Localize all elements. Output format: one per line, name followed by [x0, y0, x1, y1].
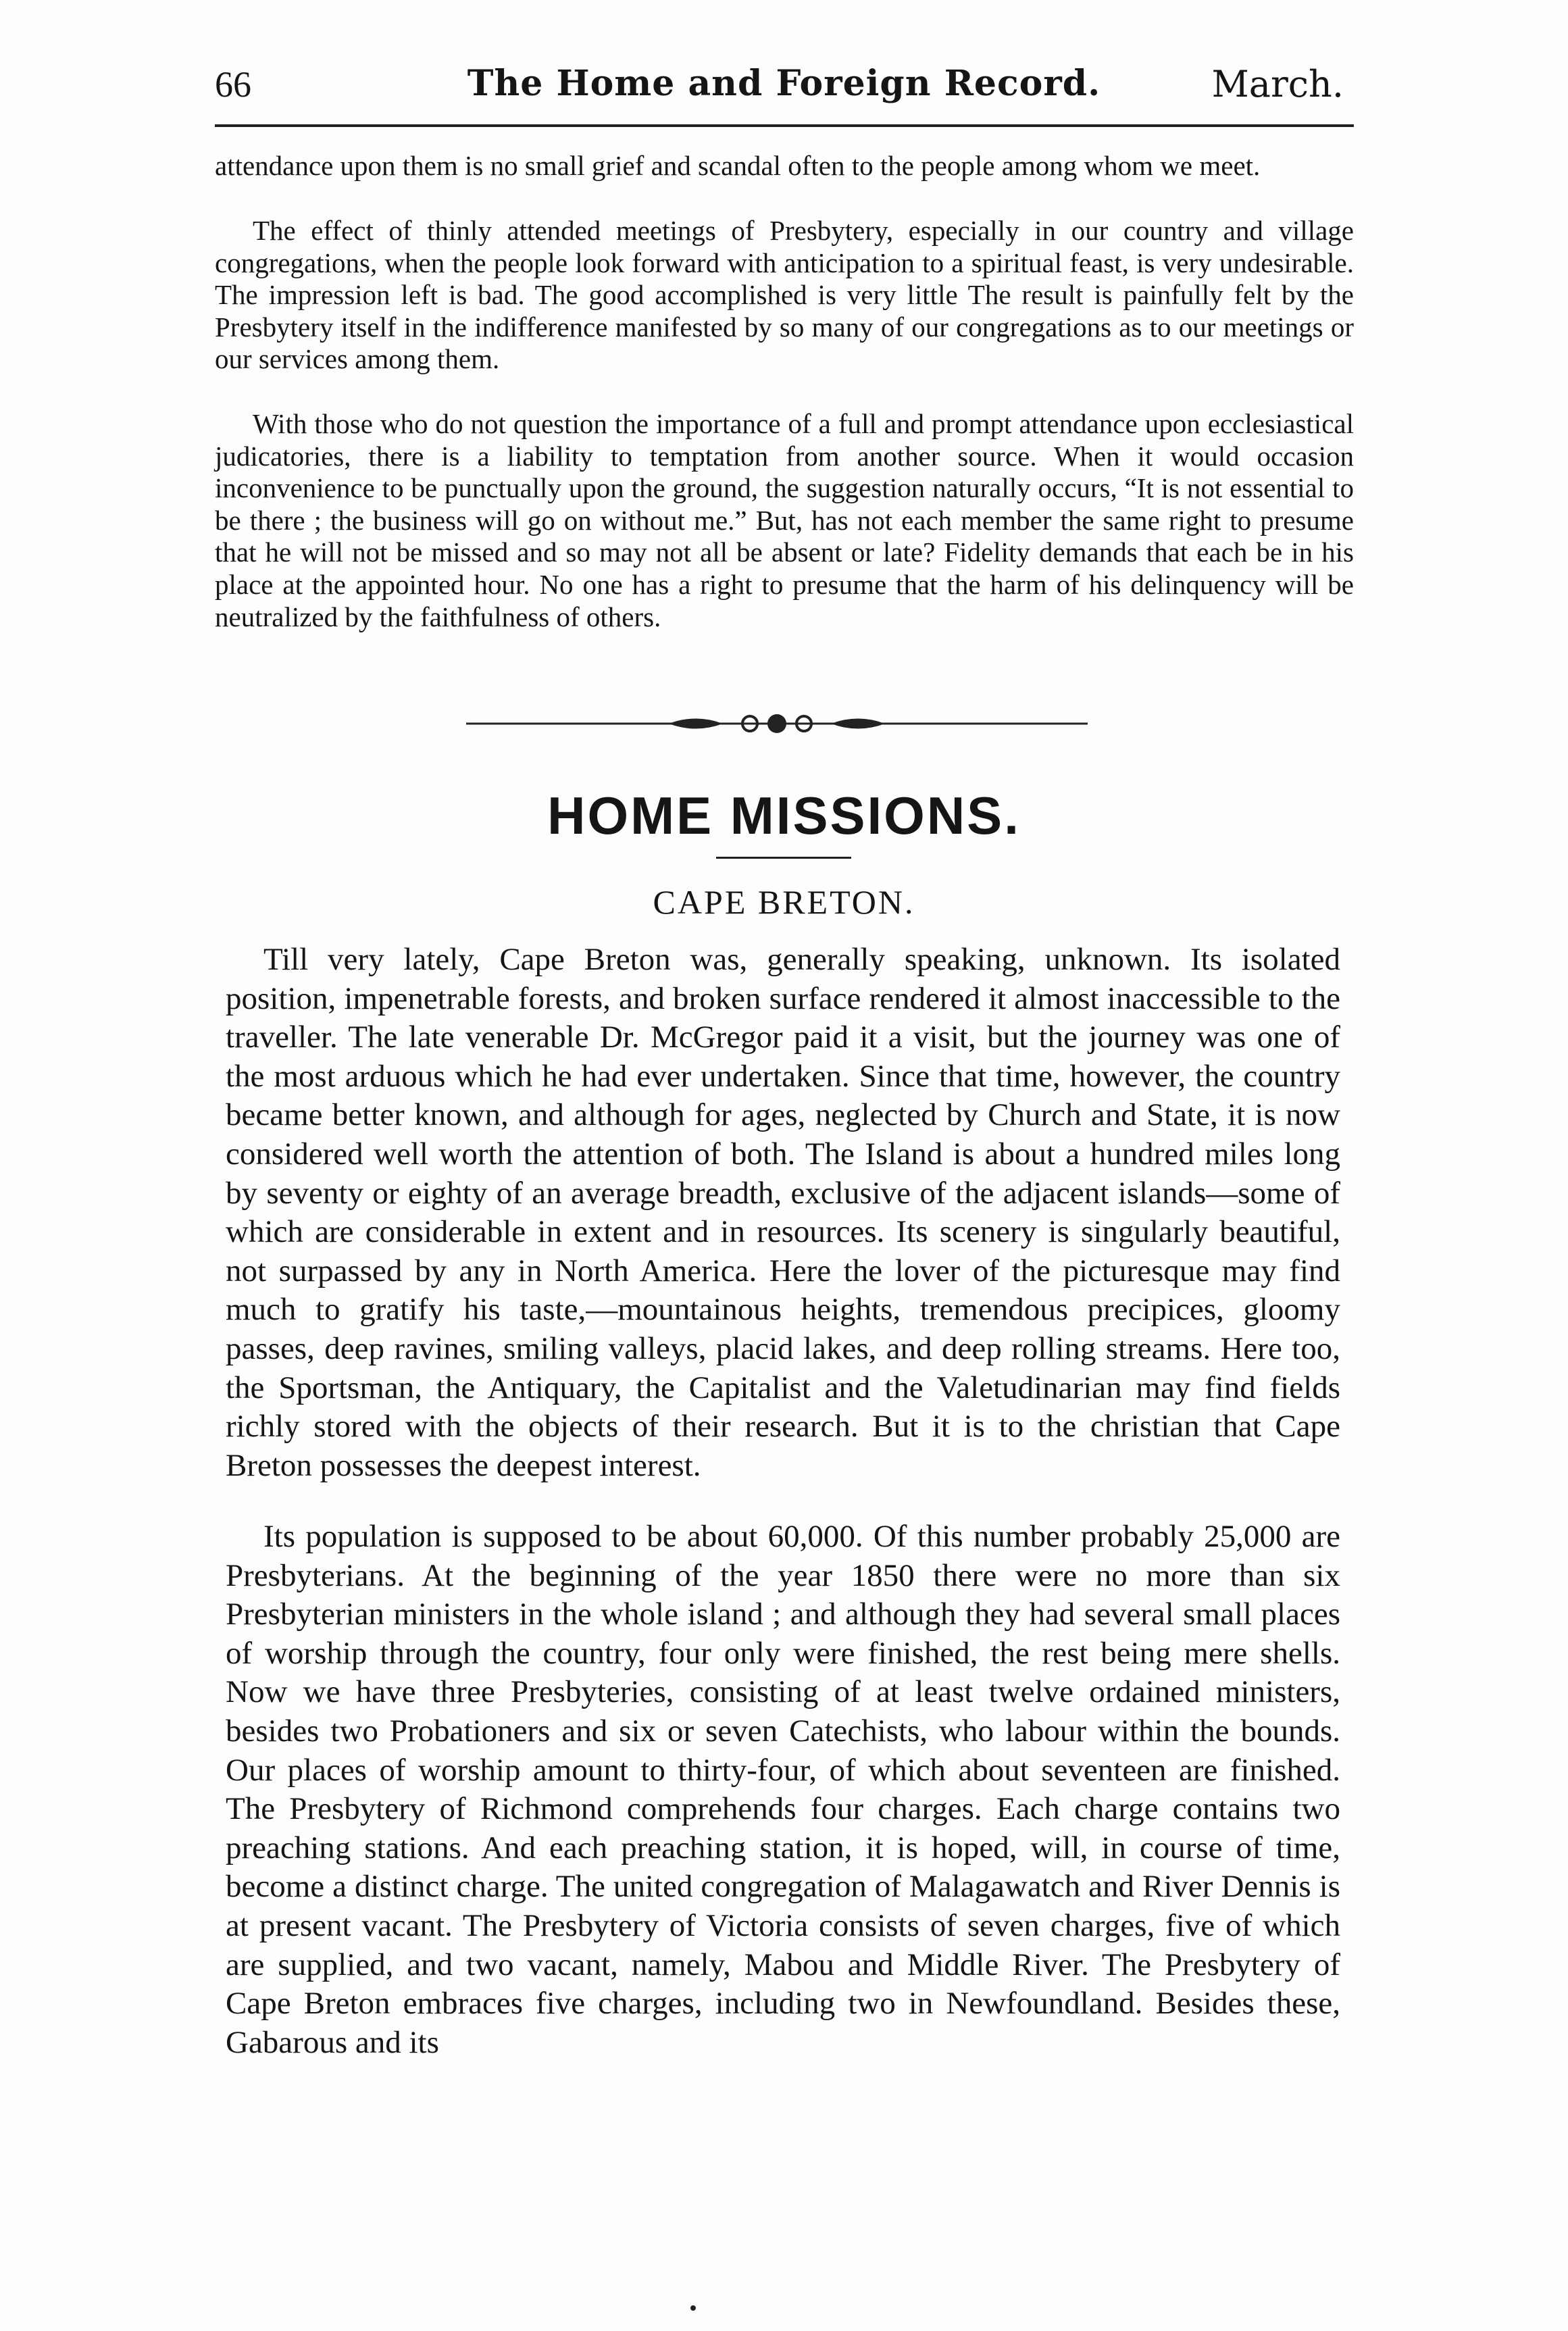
section-rule [716, 857, 851, 859]
subsection-heading: CAPE BRETON. [653, 883, 915, 921]
page-number: 66 [215, 64, 251, 105]
running-head-month: March. [1211, 63, 1344, 105]
paragraph: attendance upon them is no small grief and scandal often to the people among whom we meet. [215, 150, 1261, 181]
article-text [215, 215, 1354, 376]
article-text [226, 941, 1340, 1485]
paragraph: With those who do not question the importance of a full and prompt attendance upon ecclesiastical judicatories, there is a liability to temptation from another source. When it would occasion inconvenience to be punctually upon the ground, the suggestion naturally occurs, “It is not essential to be there ; the business will go on without me.” But, has not each member the same right to presume that he will not be missed and so may not all be absent or late? Fidelity demands that each be in his place at the appointed hour. No one has a right to presume that the harm of his delinquency will be neutralized by the faithfulness of others. [215, 408, 1354, 632]
section-heading: HOME MISSIONS. [547, 786, 1021, 845]
paragraph: The effect of thinly attended meetings of Presbytery, especially in our country and village congregations, when the people look forward with anticipation to a spiritual feast, is very undesirable. The impression left is bad. The good accomplished is very little The result is painfully felt by the Presbytery itself in the indifference manifested by so many of our congregations as to our meetings or our services among them. [215, 215, 1354, 375]
ornamental-divider [466, 707, 1088, 741]
article-text [215, 408, 1354, 633]
header-rule [215, 124, 1354, 127]
article-text [226, 1518, 1340, 2062]
print-speck [690, 2305, 696, 2311]
running-head-title: The Home and Foreign Record. [467, 63, 1101, 104]
paragraph: Its population is supposed to be about 60,000. Of this number probably 25,000 are Presbyterians. At the beginning of the year 1850 there were no more than six Presbyterian ministers in the whole island ; and although they had several small places of worship through the country, four only were finished, the rest being mere shells. Now we have three Presbyteries, consisting of at least twelve ordained ministers, besides two Probationers and six or seven Catechists, who labour within the bounds. Our places of worship amount to thirty-four, of which about seventeen are finished. The Presbytery of Richmond comprehends four charges. Each charge contains two preaching stations. And each preaching station, it is hoped, will, in course of time, become a distinct charge. The united congregation of Malagawatch and River Dennis is at present vacant. The Presbytery of Victoria consists of seven charges, five of which are supplied, and two vacant, namely, Mabou and Middle River. The Presbytery of Cape Breton embraces five charges, including two in Newfoundland. Besides these, Gabarous and its [226, 1519, 1340, 2060]
article-text [215, 150, 1354, 182]
paragraph: Till very lately, Cape Breton was, generally speaking, unknown. Its isolated position, impenetrable forests, and broken surface rendered it almost inaccessible to the traveller. The late venerable Dr. McGregor paid it a visit, but the journey was one of the most arduous which he had ever undertaken. Since that time, however, the country became better known, and although for ages, neglected by Church and State, it is now considered well worth the attention of both. The Island is about a hundred miles long by seventy or eighty of an average breadth, exclusive of the adjacent islands—some of which are considerable in extent and in resources. Its scenery is singularly beautiful, not surpassed by any in North America. Here the lover of the picturesque may find much to gratify his taste,—mountainous heights, tremendous precipices, gloomy passes, deep ravines, smiling valleys, placid lakes, and deep rolling streams. Here too, the Sportsman, the Antiquary, the Capitalist and the Valetudinarian may find fields richly stored with the objects of their research. But it is to the christian that Cape Breton possesses the deepest interest. [226, 942, 1340, 1483]
